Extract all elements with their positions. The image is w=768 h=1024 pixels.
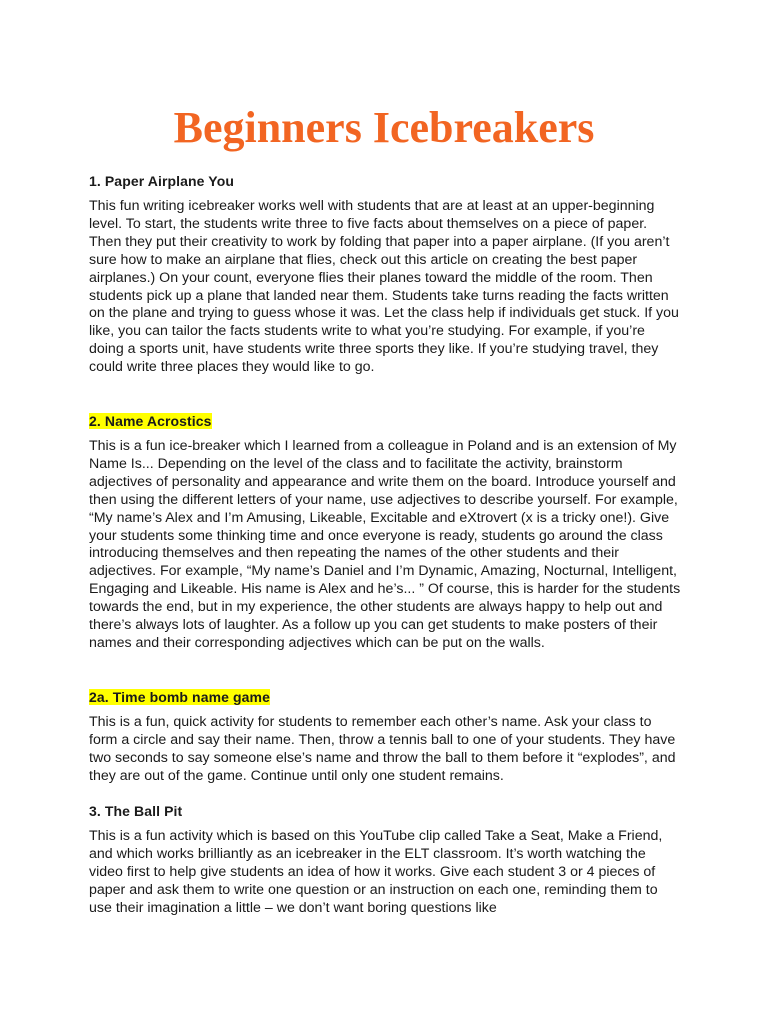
section-heading — [89, 802, 681, 820]
section-heading-text: 3. The Ball Pit — [89, 803, 183, 819]
section-body: This is a fun, quick activity for students to remember each other’s name. Ask your class to form a circle and say their name. Then, throw a tennis ball to one of your students. They have two seconds to say someone else’s name and throw the ball to them before it “explodes”, and they are out of the game. Continue until only one student remains. — [89, 714, 676, 784]
section-body: This is a fun activity which is based on this YouTube clip called Take a Seat, Make a Friend, and which works brilliantly as an icebreaker in the ELT classroom. It’s worth watching the video first to help give students an idea of how it works. Give each student 3 or 4 pieces of paper and ask them to write one question or an instruction on each one, reminding them to use their imagination a little – we don’t want boring questions like — [89, 828, 663, 916]
section-name-acrostics — [89, 412, 681, 653]
section-heading-text: 2a. Time bomb name game — [89, 689, 270, 705]
section-heading-text: 2. Name Acrostics — [89, 413, 212, 429]
section-paper-airplane — [89, 172, 681, 377]
section-body: This fun writing icebreaker works well with students that are at least at an upper-beginning level. To start, the students write three to five facts about themselves on a piece of paper. Then they put their creativity to work by folding that paper into a paper airplane. (If you aren’t sure how to make an airplane that flies, check out this article on creating the best paper airplanes.) On your count, everyone flies their planes toward the middle of the room. Then students pick up a plane that landed near them. Students take turns reading the facts written on the plane and trying to guess whose it was. Let the class help if individuals get stuck. If you like, you can tailor the facts students write to what you’re studying. For example, if you’re doing a sports unit, have students write three sports they like. If you’re studying travel, they could write three places they would like to go. — [89, 198, 679, 376]
section-heading — [89, 688, 681, 706]
section-heading — [89, 172, 681, 190]
section-time-bomb — [89, 688, 681, 786]
section-ball-pit — [89, 802, 681, 918]
section-body: This is a fun ice-breaker which I learned from a colleague in Poland and is an extension of My Name Is... Depending on the level of the class and to facilitate the activity, brainstorm adjectives of personality and appearance and write them on the board. Introduce yourself and then using the different letters of your name, use adjectives to describe yourself. For example, “My name’s Alex and I’m Amusing, Likeable, Excitable and eXtrovert (x is a tricky one!). Give your students some thinking time and once everyone is ready, students go around the class introducing themselves and then repeating the names of the other students and their adjectives. For example, “My name’s Daniel and I’m Dynamic, Amazing, Nocturnal, Intelligent, Engaging and Likeable. His name is Alex and he’s... ” Of course, this is harder for the students towards the end, but in my experience, the other students are always happy to help out and there’s always lots of laughter. As a follow up you can get students to make posters of their names and their corresponding adjectives which can be put on the walls. — [89, 438, 681, 651]
section-heading-text: 1. Paper Airplane You — [89, 173, 234, 189]
section-heading — [89, 412, 681, 430]
page-title: Beginners Icebreakers — [173, 103, 595, 152]
